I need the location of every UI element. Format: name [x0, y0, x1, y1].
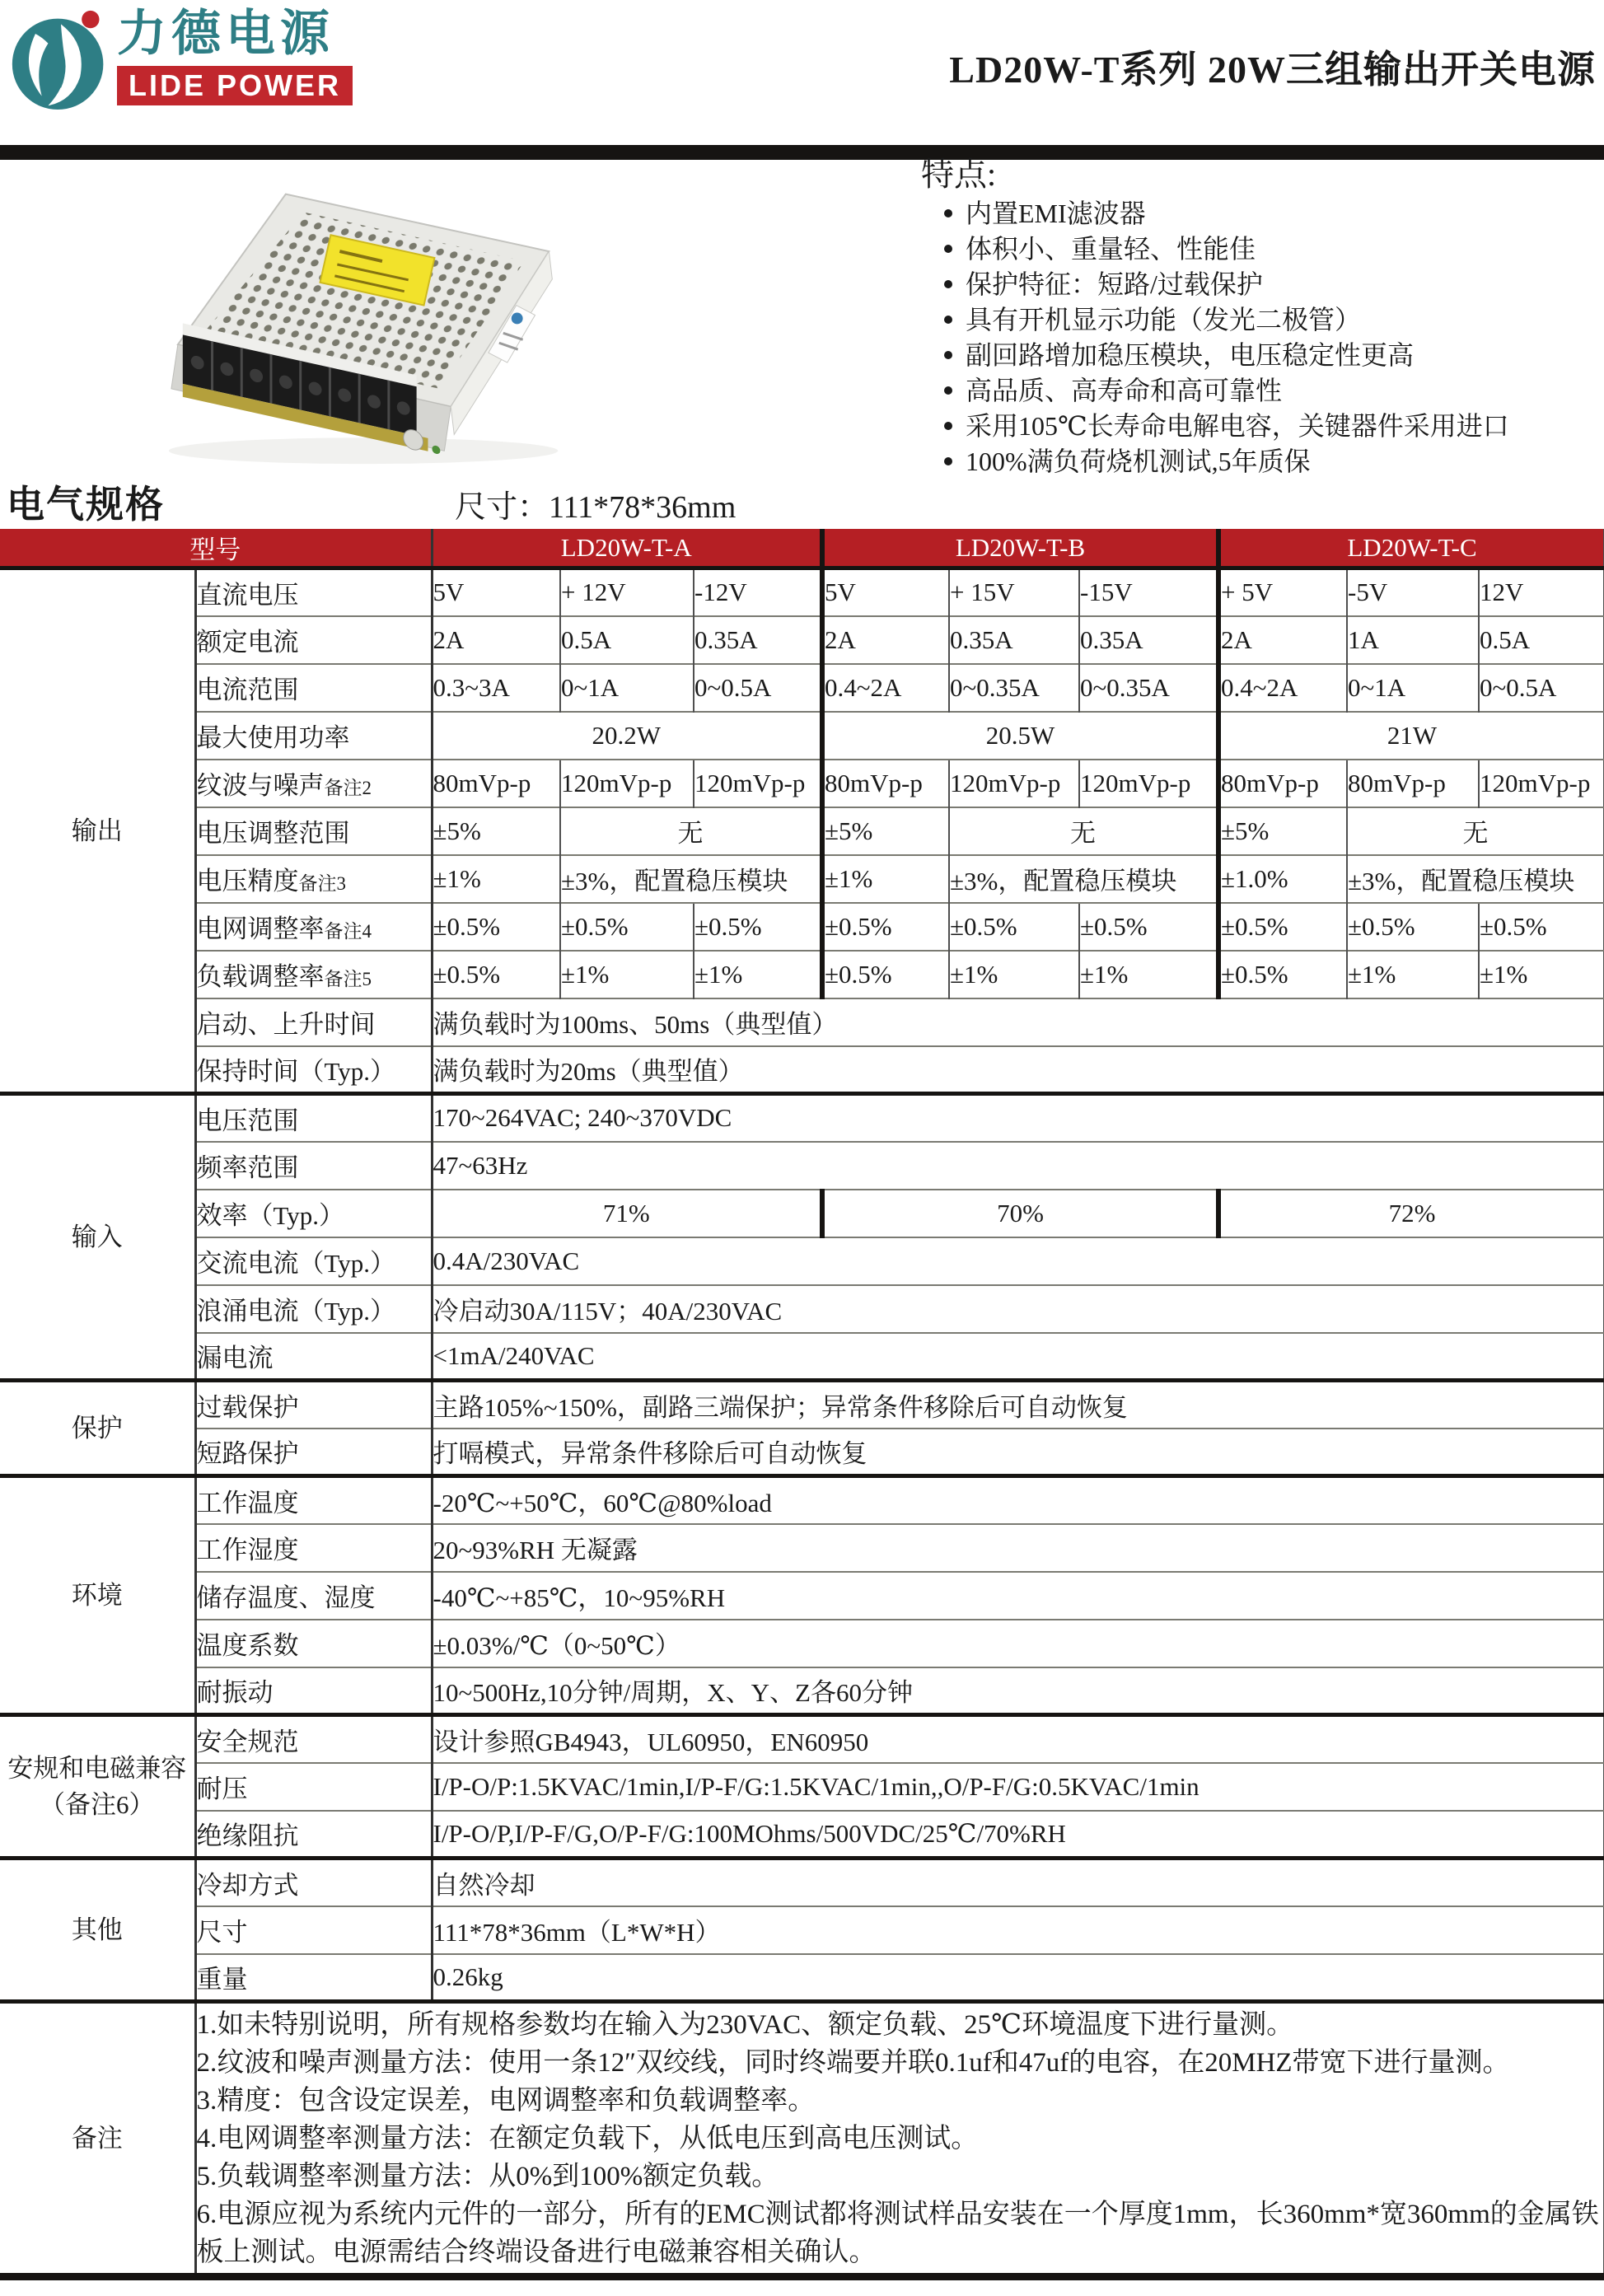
category-cell: 环境: [0, 1476, 195, 1715]
row-label: [195, 760, 432, 807]
spec-value: 满负载时为20ms（典型值）: [432, 1046, 1604, 1094]
spec-row: [0, 1285, 1604, 1333]
row-label-text: 绝缘阻抗: [196, 1821, 299, 1851]
row-label: [195, 616, 432, 664]
row-label: [195, 1429, 432, 1476]
spec-value: ±0.5%: [949, 903, 1079, 951]
row-label: [195, 1811, 432, 1859]
row-label: [195, 1381, 432, 1429]
brand-name-en: LIDE POWER: [117, 66, 353, 105]
spec-row: [0, 1094, 1604, 1142]
spec-row: [0, 951, 1604, 998]
spec-row: [0, 807, 1604, 855]
spec-value: 0~0.5A: [1479, 664, 1604, 712]
feature-text: 高品质、高寿命和高可靠性: [966, 376, 1283, 405]
row-label: [195, 1763, 432, 1811]
spec-row: [0, 1811, 1604, 1859]
row-label-text: 耐压: [196, 1775, 248, 1803]
spec-value: 2A: [432, 616, 560, 664]
row-label-text: 尺寸: [196, 1918, 248, 1947]
spec-value: 0.5A: [560, 616, 694, 664]
spec-value: 120mVp-p: [949, 760, 1079, 807]
bullet-icon: [944, 422, 952, 430]
spec-value: ±3%，配置稳压模块: [949, 855, 1218, 903]
logo: [8, 2, 353, 117]
spec-row: [0, 1524, 1604, 1572]
note-line: 4.电网调整率测量方法：在额定负载下，从低电压到高电压测试。: [196, 2123, 979, 2153]
spec-value: 0.4~2A: [822, 664, 949, 712]
logo-text: [117, 2, 353, 105]
spec-value: ±1%: [1079, 951, 1218, 998]
spec-value: -40℃~+85℃，10~95%RH: [432, 1572, 1604, 1620]
row-label-text: 冷却方式: [196, 1870, 299, 1900]
row-label-text: 温度系数: [196, 1631, 299, 1660]
spec-row: [0, 1954, 1604, 2002]
feature-item: [921, 445, 1598, 478]
doc-title: LD20W-T系列 20W三组输出开关电源: [949, 49, 1596, 91]
model-name: LD20W-T-C: [1218, 529, 1604, 568]
spec-value: 120mVp-p: [694, 760, 822, 807]
spec-value: 0.35A: [694, 616, 822, 664]
note-line: 5.负载调整率测量方法：从0%到100%额定负载。: [196, 2161, 779, 2191]
row-label-text: 启动、上升时间: [196, 1010, 376, 1039]
row-label-text: 电流范围: [196, 676, 299, 704]
spec-value: 80mVp-p: [1218, 760, 1347, 807]
spec-row: [0, 664, 1604, 712]
spec-value: ±1%: [822, 855, 949, 903]
row-label-text: 重量: [196, 1965, 248, 1994]
spec-value: 主路105%~150%，副路三端保护；异常条件移除后可自动恢复: [432, 1381, 1604, 1429]
spec-value: -15V: [1079, 568, 1218, 616]
spec-value: 冷启动30A/115V；40A/230VAC: [432, 1285, 1604, 1333]
spec-value: ±1%: [560, 951, 694, 998]
row-label: [195, 1046, 432, 1094]
spec-value: 170~264VAC; 240~370VDC: [432, 1094, 1604, 1142]
spec-row: [0, 1333, 1604, 1381]
spec-value: ±1%: [949, 951, 1079, 998]
spec-value: ±0.5%: [822, 951, 949, 998]
feature-text: 采用105℃长寿命电解电容，关键器件采用进口: [966, 411, 1509, 441]
spec-value: ±0.03%/℃（0~50℃）: [432, 1620, 1604, 1667]
row-label: [195, 1094, 432, 1142]
feature-item: [921, 374, 1598, 407]
row-label: [195, 1142, 432, 1190]
spec-value: 无: [949, 807, 1218, 855]
note-line: 6.电源应视为系统内元件的一部分，所有的EMC测试都将测试样品安装在一个厚度1mm，长360mm*宽360mm的金属铁板上测试。电源需结合终端设备进行电磁兼容相关确认。: [196, 2199, 1599, 2267]
row-label: [195, 1620, 432, 1667]
spec-value: 无: [1347, 807, 1604, 855]
row-label: [195, 903, 432, 951]
row-label: [195, 664, 432, 712]
row-label-text: 电压精度: [196, 867, 299, 895]
spec-value: ±0.5%: [1079, 903, 1218, 951]
row-label-note-ref: 备注3: [298, 873, 346, 894]
spec-row: [0, 760, 1604, 807]
spec-value: ±0.5%: [432, 951, 560, 998]
spec-value: 满负载时为100ms、50ms（典型值）: [432, 998, 1604, 1046]
bullet-icon: [944, 457, 952, 465]
spec-value: -12V: [694, 568, 822, 616]
spec-value: ±0.5%: [822, 903, 949, 951]
spec-row: [0, 1429, 1604, 1476]
row-label: [195, 1572, 432, 1620]
spec-value: ±5%: [1218, 807, 1347, 855]
category-cell: 其他: [0, 1859, 195, 2002]
spec-value: 10~500Hz,10分钟/周期，X、Y、Z各60分钟: [432, 1667, 1604, 1715]
spec-value: 21W: [1218, 712, 1604, 760]
spec-table: [0, 529, 1604, 2280]
spec-value: 71%: [432, 1190, 822, 1237]
spec-value: + 12V: [560, 568, 694, 616]
features-block: [921, 155, 1598, 478]
spec-value: 20.2W: [432, 712, 822, 760]
spec-value: 47~63Hz: [432, 1142, 1604, 1190]
bullet-icon: [944, 386, 952, 395]
bullet-icon: [944, 280, 952, 288]
model-name: LD20W-T-A: [432, 529, 822, 568]
spec-value: I/P-O/P:1.5KVAC/1min,I/P-F/G:1.5KVAC/1min,,O/P-F/G:0.5KVAC/1min: [432, 1763, 1604, 1811]
spec-value: 0.4~2A: [1218, 664, 1347, 712]
spec-row: [0, 1859, 1604, 1906]
category-cell: 输出: [0, 568, 195, 1094]
spec-value: 0.35A: [1079, 616, 1218, 664]
row-label: [195, 1954, 432, 2002]
spec-value: 20.5W: [822, 712, 1218, 760]
row-label-text: 交流电流（Typ.）: [196, 1249, 396, 1278]
feature-item: [921, 197, 1598, 230]
category-cell: 保护: [0, 1381, 195, 1476]
row-label-text: 直流电压: [196, 580, 299, 610]
spec-row: [0, 568, 1604, 616]
feature-item: [921, 339, 1598, 372]
row-label-text: 负载调整率: [196, 962, 325, 991]
row-label-text: 效率（Typ.）: [196, 1201, 345, 1230]
brand-logo-icon: [8, 2, 112, 117]
row-label-text: 频率范围: [196, 1153, 299, 1182]
spec-value: ±1.0%: [1218, 855, 1347, 903]
row-label-note-ref: 备注2: [324, 778, 372, 798]
row-label-text: 耐振动: [196, 1678, 274, 1708]
spec-value: 70%: [822, 1190, 1218, 1237]
category-cell: 备注: [0, 2002, 195, 2277]
spec-value: ±5%: [822, 807, 949, 855]
row-label-text: 电压范围: [196, 1106, 299, 1135]
row-label: [195, 998, 432, 1046]
spec-value: 0.4A/230VAC: [432, 1237, 1604, 1285]
spec-value: 0.3~3A: [432, 664, 560, 712]
spec-value: 0.26kg: [432, 1954, 1604, 2002]
spec-row: [0, 998, 1604, 1046]
spec-value: 80mVp-p: [822, 760, 949, 807]
row-label: [195, 1190, 432, 1237]
model-header-row: [0, 529, 1604, 568]
note-line: 2.纹波和噪声测量方法：使用一条12″双绞线，同时终端要并联0.1uf和47uf的电容，在20MHZ带宽下进行量测。: [196, 2047, 1510, 2078]
spec-value: ±3%，配置稳压模块: [560, 855, 822, 903]
row-label-text: 最大使用功率: [196, 723, 350, 752]
spec-value: 设计参照GB4943，UL60950，EN60950: [432, 1715, 1604, 1763]
spec-value: ±0.5%: [694, 903, 822, 951]
row-label-text: 额定电流: [196, 628, 299, 657]
note-line: 3.精度：包含设定误差，电网调整率和负载调整率。: [196, 2085, 816, 2116]
spec-value: 0~1A: [1347, 664, 1479, 712]
spec-row: [0, 1620, 1604, 1667]
feature-text: 内置EMI滤波器: [966, 199, 1146, 228]
feature-item: [921, 268, 1598, 301]
spec-row: [0, 855, 1604, 903]
model-column-label: 型号: [0, 529, 432, 568]
spec-row: [0, 1667, 1604, 1715]
feature-item: [921, 232, 1598, 265]
spec-value: ±1%: [1479, 951, 1604, 998]
category-cell: 安规和电磁兼容（备注6）: [0, 1715, 195, 1859]
spec-value: ±0.5%: [432, 903, 560, 951]
brand-name-cn: 力德电源: [117, 6, 334, 61]
spec-value: 5V: [822, 568, 949, 616]
spec-value: ±1%: [1347, 951, 1479, 998]
row-label-text: 短路保护: [196, 1439, 299, 1469]
spec-row: [0, 1142, 1604, 1190]
features-title: 特点:: [921, 156, 997, 193]
spec-value: 自然冷却: [432, 1859, 1604, 1906]
spec-value: ±1%: [432, 855, 560, 903]
row-label: [195, 1906, 432, 1954]
spec-value: 0~0.35A: [1079, 664, 1218, 712]
spec-value: ±0.5%: [1218, 903, 1347, 951]
spec-value: 无: [560, 807, 822, 855]
row-label: [195, 1476, 432, 1524]
row-label-text: 保持时间（Typ.）: [196, 1057, 396, 1087]
spec-value: 80mVp-p: [1347, 760, 1479, 807]
spec-value: 1A: [1347, 616, 1479, 664]
row-label: [195, 568, 432, 616]
spec-value: + 15V: [949, 568, 1079, 616]
row-label-note-ref: 备注5: [324, 969, 372, 989]
feature-item: [921, 303, 1598, 336]
row-label: [195, 1237, 432, 1285]
spec-row: [0, 616, 1604, 664]
spec-row: [0, 1046, 1604, 1094]
model-name: LD20W-T-B: [822, 529, 1218, 568]
spec-row: [0, 1237, 1604, 1285]
spec-row: [0, 712, 1604, 760]
row-label-text: 过载保护: [196, 1392, 299, 1422]
bullet-icon: [944, 245, 952, 253]
row-label-text: 工作温度: [196, 1488, 299, 1517]
category-cell: 输入: [0, 1094, 195, 1381]
spec-value: ±5%: [432, 807, 560, 855]
spec-value: 5V: [432, 568, 560, 616]
row-label: [195, 1333, 432, 1381]
spec-value: ±3%，配置稳压模块: [1347, 855, 1604, 903]
spec-row: [0, 1763, 1604, 1811]
row-label: [195, 1524, 432, 1572]
row-label: [195, 951, 432, 998]
spec-row: [0, 1476, 1604, 1524]
row-label: [195, 1859, 432, 1906]
spec-value: -20℃~+50℃，60℃@80%load: [432, 1476, 1604, 1524]
feature-text: 体积小、重量轻、性能佳: [966, 234, 1256, 264]
spec-value: 0~1A: [560, 664, 694, 712]
spec-row: [0, 1190, 1604, 1237]
spec-row: [0, 1381, 1604, 1429]
row-label: [195, 1285, 432, 1333]
row-label-text: 浪涌电流（Typ.）: [196, 1297, 396, 1326]
spec-value: 120mVp-p: [560, 760, 694, 807]
spec-value: 2A: [1218, 616, 1347, 664]
spec-row: [0, 1906, 1604, 1954]
row-label-note-ref: 备注4: [324, 921, 372, 942]
feature-item: [921, 409, 1598, 442]
row-label: [195, 807, 432, 855]
bullet-icon: [944, 209, 952, 217]
row-label: [195, 855, 432, 903]
spec-row: [0, 1715, 1604, 1763]
spec-row: [0, 1572, 1604, 1620]
note-line: 1.如未特别说明，所有规格参数均在输入为230VAC、额定负载、25℃环境温度下进行量测。: [196, 2009, 1294, 2040]
notes-cell: [195, 2002, 1604, 2277]
feature-text: 副回路增加稳压模块，电压稳定性更高: [966, 340, 1415, 370]
spec-value: I/P-O/P,I/P-F/G,O/P-F/G:100MOhms/500VDC/25℃/70%RH: [432, 1811, 1604, 1859]
feature-text: 100%满负荷烧机测试,5年质保: [966, 447, 1311, 476]
spec-value: 0.35A: [949, 616, 1079, 664]
bullet-icon: [944, 351, 952, 359]
spec-value: -5V: [1347, 568, 1479, 616]
spec-value: 120mVp-p: [1079, 760, 1218, 807]
row-label-text: 储存温度、湿度: [196, 1583, 376, 1612]
spec-value: ±0.5%: [1218, 951, 1347, 998]
spec-value: 20~93%RH 无凝露: [432, 1524, 1604, 1572]
spec-value: 120mVp-p: [1479, 760, 1604, 807]
spec-value: 0~0.5A: [694, 664, 822, 712]
feature-text: 保护特征：短路/过载保护: [966, 269, 1263, 299]
spec-value: 80mVp-p: [432, 760, 560, 807]
spec-value: ±0.5%: [1347, 903, 1479, 951]
row-label-text: 安全规范: [196, 1727, 299, 1756]
row-label-text: 纹波与噪声: [196, 771, 325, 800]
spec-value: 111*78*36mm（L*W*H）: [432, 1906, 1604, 1954]
feature-text: 具有开机显示功能（发光二极管）: [966, 305, 1362, 334]
row-label: [195, 1715, 432, 1763]
spec-value: 0.5A: [1479, 616, 1604, 664]
spec-value: <1mA/240VAC: [432, 1333, 1604, 1381]
dimensions-text: 尺寸：111*78*36mm: [455, 490, 737, 525]
spec-value: + 5V: [1218, 568, 1347, 616]
product-photo: [163, 161, 588, 471]
spec-value: ±1%: [694, 951, 822, 998]
spec-value: 12V: [1479, 568, 1604, 616]
row-label-text: 电网调整率: [196, 914, 325, 943]
row-label-text: 电压调整范围: [196, 819, 350, 848]
row-label-text: 工作湿度: [196, 1536, 299, 1564]
spec-value: 打嗝模式，异常条件移除后可自动恢复: [432, 1429, 1604, 1476]
spec-value: ±0.5%: [560, 903, 694, 951]
spec-row: [0, 903, 1604, 951]
spec-value: ±0.5%: [1479, 903, 1604, 951]
bullet-icon: [944, 316, 952, 324]
spec-value: 0~0.35A: [949, 664, 1079, 712]
spec-value: 72%: [1218, 1190, 1604, 1237]
row-label-text: 漏电流: [196, 1344, 274, 1373]
row-label: [195, 712, 432, 760]
row-label: [195, 1667, 432, 1715]
section-title-electrical: 电气规格: [7, 484, 165, 526]
spec-value: 2A: [822, 616, 949, 664]
notes-row: [0, 2002, 1604, 2277]
